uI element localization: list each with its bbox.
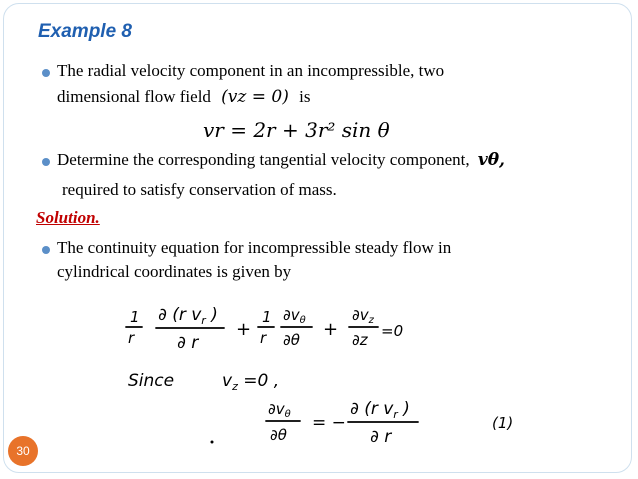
bullet1-line1: The radial velocity component in an incompressible, two bbox=[57, 61, 445, 80]
bullet2-text: Determine the corresponding tangential velocity component, bbox=[57, 150, 470, 169]
svg-text:r: r bbox=[128, 329, 135, 347]
bullet3-line1: The continuity equation for incompressible steady flow in bbox=[57, 238, 452, 257]
svg-text:∂ r: ∂ r bbox=[370, 427, 392, 447]
svg-text:=0: =0 bbox=[381, 322, 404, 340]
svg-text:∂vθ: $\partial v_\theta$ bbox=[268, 400, 291, 420]
svg-text:∂ (r vr ): ∂ (r $v_r$ ) bbox=[350, 399, 410, 421]
v-theta-symbol: vθ, bbox=[477, 150, 505, 170]
bullet2-line2: required to satisfy conservation of mass. bbox=[62, 180, 337, 199]
svg-text:∂vθ: $\partial v_\theta$ bbox=[283, 306, 306, 326]
svg-text:= −: = − bbox=[312, 413, 346, 433]
svg-text:∂θ: ∂θ bbox=[283, 331, 300, 349]
svg-text:∂z: ∂z bbox=[352, 331, 368, 349]
vz-condition: (vz = 0) bbox=[221, 87, 289, 107]
svg-text:r: r bbox=[260, 329, 267, 347]
bullet1-line2-post: is bbox=[299, 87, 311, 106]
slide-number-badge: 30 bbox=[8, 436, 38, 466]
svg-text:∂ r: ∂ r bbox=[177, 333, 199, 353]
svg-text:vz =0 ,: $v_z =0$ , bbox=[222, 371, 280, 393]
svg-text:∂ (r vr ): ∂ (r $v_r$ ) bbox=[158, 305, 218, 327]
svg-text:∂θ: ∂θ bbox=[270, 426, 287, 444]
svg-text:+: + bbox=[323, 319, 339, 340]
svg-text:1: 1 bbox=[262, 308, 272, 326]
radial-velocity-equation: vr = 2r + 3r² sin θ bbox=[203, 118, 390, 142]
svg-text:∂vz: $\partial v_z$ bbox=[352, 306, 374, 326]
svg-text:1: 1 bbox=[130, 308, 140, 326]
solution-label: Solution. bbox=[36, 208, 100, 227]
since-word: Since bbox=[128, 371, 175, 391]
svg-text:(1): (1) bbox=[492, 414, 514, 432]
slide-title: Example 8 bbox=[38, 21, 132, 42]
bullet1-line2-pre: dimensional flow field bbox=[57, 87, 211, 106]
svg-text:+: + bbox=[236, 319, 252, 340]
bullet3-line2: cylindrical coordinates is given by bbox=[57, 262, 292, 281]
